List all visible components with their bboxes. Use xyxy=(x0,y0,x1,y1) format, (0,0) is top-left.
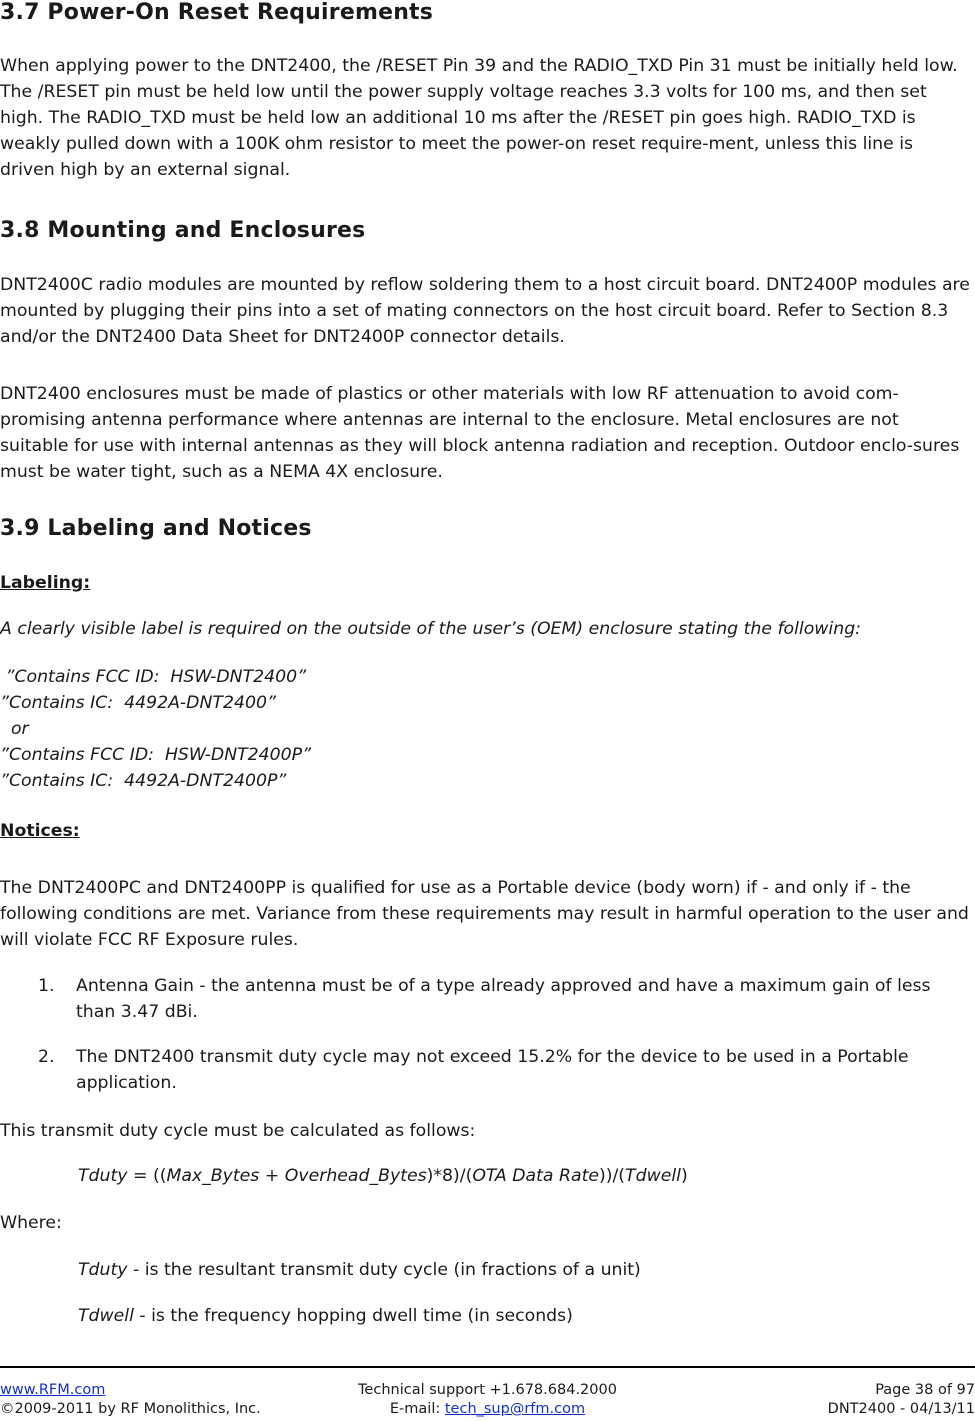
notices-paragraph: The DNT2400PC and DNT2400PP is qualified for use as a Portable device (body worn) if - and only if - the following conditions are met. Variance from these requirements may result in harmful operation to the user and will violate FCC RF Exposure rules. xyxy=(0,878,969,950)
formula-op: = (( xyxy=(127,1166,167,1186)
label-line: ”Contains FCC ID: HSW-DNT2400” xyxy=(0,667,307,687)
email-label: E-mail: xyxy=(389,1401,445,1417)
label-line: ”Contains IC: 4492A-DNT2400P” xyxy=(0,771,287,791)
section-3-7-heading: 3.7 Power-On Reset Requirements xyxy=(0,0,434,25)
list-item-text: Antenna Gain - the antenna must be of a type already approved and have a maximum gain of less than 3.47 dBi. xyxy=(76,976,931,1022)
definition-tduty xyxy=(78,1260,641,1280)
formula-tdwell: Tdwell xyxy=(625,1166,681,1186)
label-line: or xyxy=(0,719,29,739)
list-item-number: 1. xyxy=(38,976,55,996)
section-3-8-paragraph-2: DNT2400 enclosures must be made of plastics or other materials with low RF attenuation to avoid com-promising antenna performance where antennas are internal to the enclosure. Metal enclosures are not suitable for use with internal antennas as they will block antenna radiation and reception. Outdoor enclo-sures must be water tight, such as a NEMA 4X enclosure. xyxy=(0,384,960,482)
definition-tdwell xyxy=(78,1306,573,1326)
where-label: Where: xyxy=(0,1213,62,1233)
duty-cycle-formula xyxy=(78,1166,688,1186)
section-3-8-paragraph-1: DNT2400C radio modules are mounted by reflow soldering them to a host circuit board. DNT2400P modules are mounted by plugging their pins into a set of mating connectors on the host circuit board. Refer to Section 8.3 and/or the DNT2400 Data Sheet for DNT2400P connector details. xyxy=(0,275,970,347)
formula-op: ))/( xyxy=(598,1166,626,1186)
notices-title: Notices: xyxy=(0,821,80,841)
formula-overhead-bytes: Overhead_Bytes xyxy=(284,1166,427,1186)
formula-op: + xyxy=(259,1166,285,1186)
label-line: ”Contains IC: 4492A-DNT2400” xyxy=(0,693,276,713)
website-link[interactable]: www.RFM.com xyxy=(0,1382,106,1398)
formula-op: ) xyxy=(680,1166,688,1186)
copyright: ©2009-2011 by RF Monolithics, Inc. xyxy=(0,1401,261,1417)
section-3-8-heading: 3.8 Mounting and Enclosures xyxy=(0,218,366,243)
label-line: ”Contains FCC ID: HSW-DNT2400P” xyxy=(0,745,312,765)
section-3-7-paragraph: When applying power to the DNT2400, the /RESET Pin 39 and the RADIO_TXD Pin 31 must be initially held low. The /RESET pin must be held low until the power supply voltage reaches 3.3 volts for 100 ms, and then set high. The RADIO_TXD must be held low an additional 10 ms after the /RESET pin goes high. RADIO_TXD is weakly pulled down with a 100K ohm resistor to meet the power-on reset require-ment, unless this line is driven high by an external signal. xyxy=(0,56,958,180)
email-link[interactable]: tech_sup@rfm.com xyxy=(444,1401,586,1417)
labeling-title: Labeling: xyxy=(0,573,91,593)
formula-op: )*8)/( xyxy=(426,1166,473,1186)
footer-divider xyxy=(0,1366,975,1368)
tech-support: Technical support +1.678.684.2000 xyxy=(358,1382,617,1398)
formula-tduty: Tduty xyxy=(78,1166,128,1186)
doc-version: DNT2400 - 04/13/11 xyxy=(827,1401,975,1417)
list-item-text: The DNT2400 transmit duty cycle may not exceed 15.2% for the device to be used in a Portable application. xyxy=(76,1047,909,1093)
calc-intro: This transmit duty cycle must be calculated as follows: xyxy=(0,1121,476,1141)
list-item-number: 2. xyxy=(38,1047,55,1067)
definition-term: Tdwell xyxy=(78,1306,134,1326)
labeling-intro: A clearly visible label is required on the outside of the user’s (OEM) enclosure stating the following: xyxy=(0,619,861,639)
formula-max-bytes: Max_Bytes xyxy=(166,1166,260,1186)
formula-ota-rate: OTA Data Rate xyxy=(472,1166,599,1186)
definition-desc: - is the resultant transmit duty cycle (in fractions of a unit) xyxy=(127,1260,641,1280)
definition-desc: - is the frequency hopping dwell time (in seconds) xyxy=(133,1306,573,1326)
page-number: Page 38 of 97 xyxy=(875,1382,975,1398)
definition-term: Tduty xyxy=(78,1260,128,1280)
section-3-9-heading: 3.9 Labeling and Notices xyxy=(0,516,312,541)
